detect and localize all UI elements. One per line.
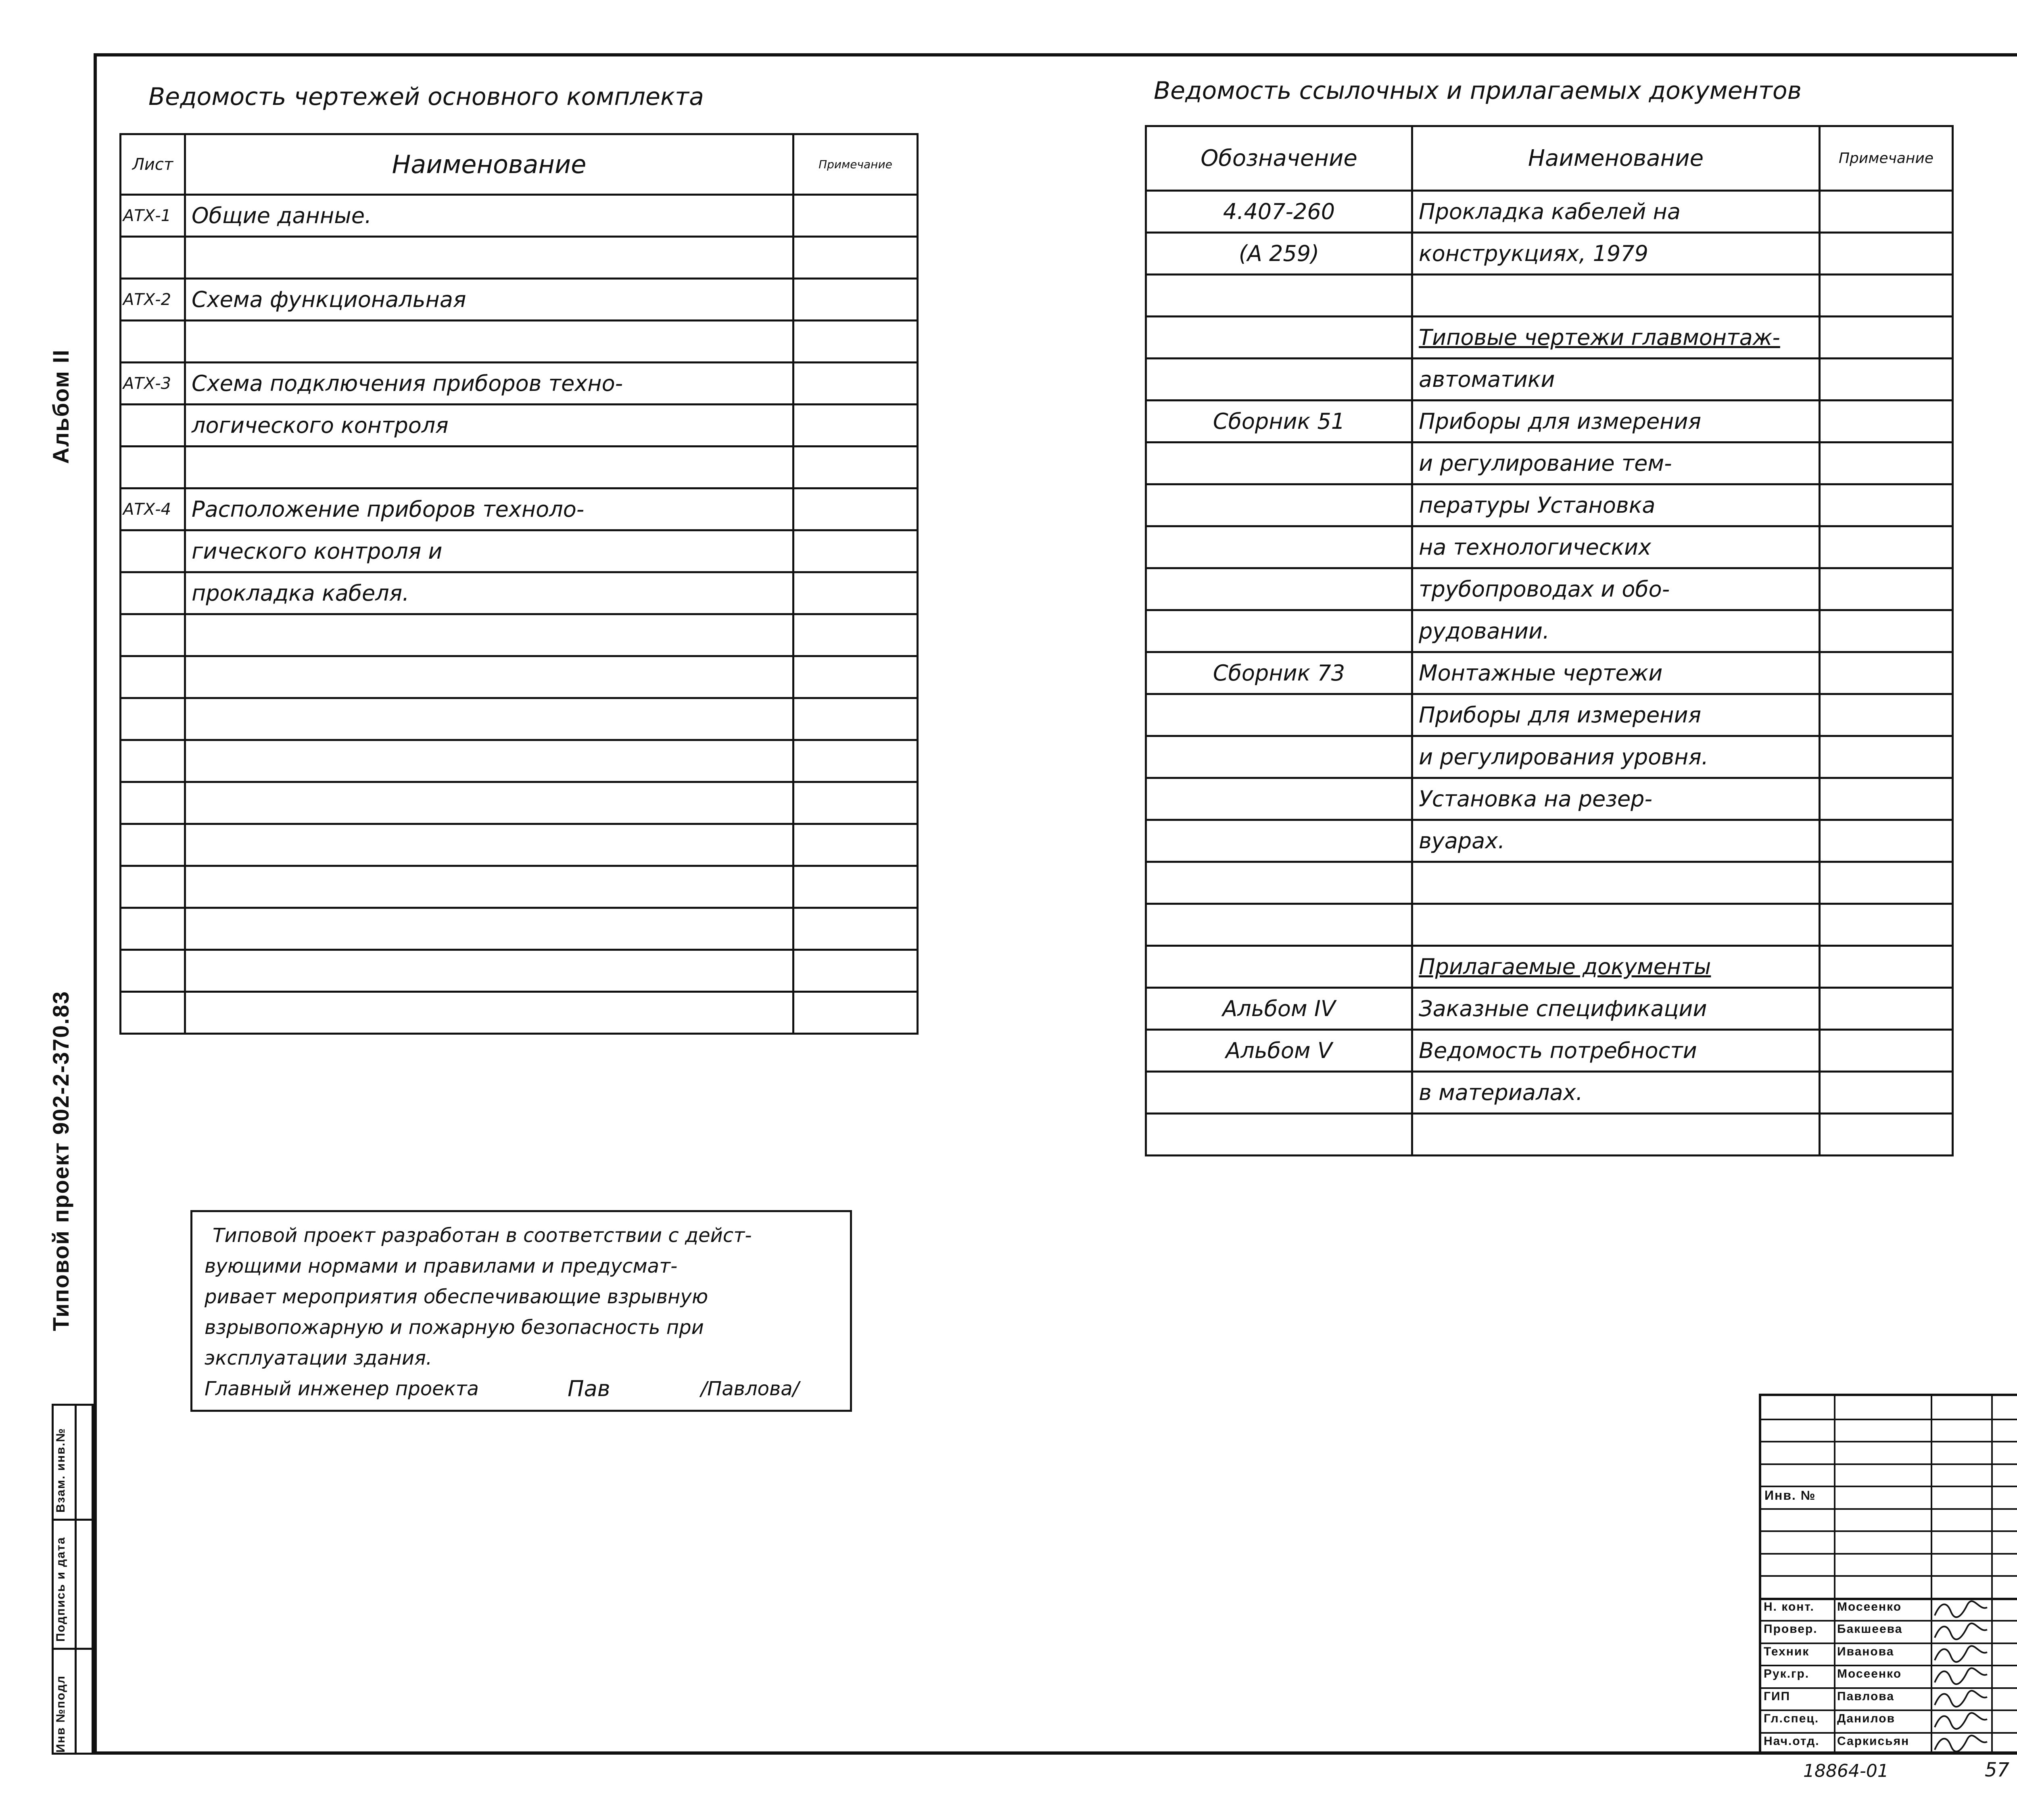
references-row <box>1146 1114 1953 1156</box>
drawings-header-name: Наименование <box>185 134 793 195</box>
title-block <box>1759 1394 2017 1755</box>
drawings-cell-sheet <box>121 321 185 363</box>
references-row <box>1146 652 1953 694</box>
staff-name: Иванова <box>1837 1645 1894 1658</box>
drawings-row <box>121 363 918 405</box>
staff-name: Мосеенко <box>1837 1600 1902 1613</box>
references-cell-name: и регулирования уровня. <box>1412 736 1820 778</box>
references-row <box>1146 862 1953 904</box>
staff-role: Нач.отд. <box>1764 1734 1820 1748</box>
drawings-row <box>121 698 918 740</box>
drawings-cell-name <box>185 237 793 279</box>
references-cell-note <box>1820 568 1953 610</box>
drawings-cell-note <box>793 992 918 1034</box>
references-cell-name: автоматики <box>1412 359 1820 401</box>
references-cell-name: Монтажные чертежи <box>1412 652 1820 694</box>
chief-engineer-name: /Павлова/ <box>701 1378 799 1400</box>
references-cell-note <box>1820 233 1953 275</box>
references-row <box>1146 988 1953 1030</box>
references-cell-name: вуарах. <box>1412 820 1820 862</box>
drawings-cell-sheet <box>121 824 185 866</box>
drawings-cell-note <box>793 195 918 237</box>
drawings-row <box>121 237 918 279</box>
staff-role: Гл.спец. <box>1764 1712 1819 1725</box>
references-cell-designation <box>1146 862 1412 904</box>
references-row <box>1146 1030 1953 1072</box>
compliance-line: вующими нормами и правилами и предусмат- <box>205 1255 678 1277</box>
drawings-cell-sheet <box>121 908 185 950</box>
drawings-cell-sheet <box>121 950 185 992</box>
references-row <box>1146 1072 1953 1114</box>
drawings-cell-note <box>793 698 918 740</box>
stamp-signature-field: Подпись и дата <box>54 1536 67 1642</box>
references-header-name: Наименование <box>1412 126 1820 191</box>
drawings-cell-note <box>793 572 918 614</box>
references-cell-designation <box>1146 778 1412 820</box>
drawings-cell-name <box>185 908 793 950</box>
drawings-header-sheet: Лист <box>121 134 185 195</box>
references-row <box>1146 820 1953 862</box>
references-cell-note <box>1820 1114 1953 1156</box>
references-cell-designation <box>1146 1114 1412 1156</box>
drawings-cell-note <box>793 950 918 992</box>
staff-signature <box>1933 1711 1989 1731</box>
drawings-row <box>121 992 918 1034</box>
drawings-cell-name <box>185 992 793 1034</box>
stamp-inv-field: Инв №подл <box>54 1675 67 1753</box>
staff-role: Н. конт. <box>1764 1600 1814 1613</box>
references-row <box>1146 484 1953 526</box>
drawings-cell-sheet <box>121 530 185 572</box>
references-cell-note <box>1820 191 1953 233</box>
references-cell-designation: Сборник 73 <box>1146 652 1412 694</box>
drawings-table <box>119 133 919 1035</box>
references-cell-name: конструкциях, 1979 <box>1412 233 1820 275</box>
references-cell-name: Приборы для измерения <box>1412 401 1820 442</box>
drawings-row <box>121 195 918 237</box>
drawings-cell-sheet <box>121 866 185 908</box>
references-row <box>1146 778 1953 820</box>
references-row <box>1146 359 1953 401</box>
staff-role: ГИП <box>1764 1689 1791 1703</box>
compliance-line: эксплуатации здания. <box>205 1347 432 1369</box>
references-cell-name: и регулирование тем- <box>1412 442 1820 484</box>
references-row <box>1146 233 1953 275</box>
drawings-cell-name <box>185 656 793 698</box>
references-cell-designation <box>1146 359 1412 401</box>
drawings-cell-name: Схема функциональная <box>185 279 793 321</box>
drawings-row <box>121 656 918 698</box>
drawings-cell-name <box>185 321 793 363</box>
references-cell-note <box>1820 401 1953 442</box>
drawings-cell-note <box>793 782 918 824</box>
staff-name: Саркисьян <box>1837 1734 1910 1748</box>
references-cell-name: Приборы для измерения <box>1412 694 1820 736</box>
drawings-row <box>121 279 918 321</box>
references-cell-designation: Альбом V <box>1146 1030 1412 1072</box>
references-cell-designation: Альбом IV <box>1146 988 1412 1030</box>
drawings-cell-note <box>793 279 918 321</box>
staff-signature <box>1933 1689 1989 1709</box>
references-cell-name: Прокладка кабелей на <box>1412 191 1820 233</box>
references-cell-name: трубопроводах и обо- <box>1412 568 1820 610</box>
drawings-cell-sheet: АТХ-4 <box>121 488 185 530</box>
drawings-cell-sheet <box>121 992 185 1034</box>
drawings-cell-sheet <box>121 656 185 698</box>
references-cell-designation <box>1146 736 1412 778</box>
drawings-row <box>121 447 918 488</box>
staff-name: Бакшеева <box>1837 1622 1903 1636</box>
album-label: Альбом II <box>48 349 73 464</box>
drawings-cell-name: Расположение приборов техноло- <box>185 488 793 530</box>
compliance-box <box>190 1210 852 1412</box>
references-cell-designation: 4.407-260 <box>1146 191 1412 233</box>
references-cell-designation <box>1146 568 1412 610</box>
references-cell-name: пературы Установка <box>1412 484 1820 526</box>
references-cell-name <box>1412 1114 1820 1156</box>
staff-signature <box>1933 1734 1989 1754</box>
drawings-cell-sheet <box>121 572 185 614</box>
references-row <box>1146 191 1953 233</box>
references-cell-name <box>1412 275 1820 317</box>
drawings-cell-name: прокладка кабеля. <box>185 572 793 614</box>
references-cell-designation <box>1146 442 1412 484</box>
drawings-cell-name <box>185 866 793 908</box>
references-cell-designation <box>1146 526 1412 568</box>
project-label: Типовой проект 902-2-370.83 <box>48 991 73 1331</box>
drawings-cell-sheet <box>121 614 185 656</box>
references-cell-name: на технологических <box>1412 526 1820 568</box>
references-header-designation: Обозначение <box>1146 126 1412 191</box>
drawings-cell-note <box>793 824 918 866</box>
references-cell-note <box>1820 694 1953 736</box>
drawings-cell-sheet <box>121 740 185 782</box>
drawings-cell-note <box>793 740 918 782</box>
references-cell-designation <box>1146 610 1412 652</box>
drawings-cell-note <box>793 363 918 405</box>
references-cell-designation <box>1146 317 1412 359</box>
references-cell-name <box>1412 904 1820 946</box>
staff-signature <box>1933 1666 1989 1686</box>
references-cell-designation <box>1146 820 1412 862</box>
staff-signature <box>1933 1644 1989 1664</box>
references-cell-note <box>1820 526 1953 568</box>
references-cell-name: в материалах. <box>1412 1072 1820 1114</box>
references-cell-name: Заказные спецификации <box>1412 988 1820 1030</box>
references-cell-note <box>1820 904 1953 946</box>
drawings-cell-sheet <box>121 782 185 824</box>
references-row <box>1146 442 1953 484</box>
references-cell-note <box>1820 736 1953 778</box>
references-cell-designation <box>1146 1072 1412 1114</box>
drawings-row <box>121 321 918 363</box>
chief-engineer-label: Главный инженер проекта <box>205 1378 479 1400</box>
drawings-cell-note <box>793 447 918 488</box>
drawings-cell-name <box>185 698 793 740</box>
references-cell-note <box>1820 442 1953 484</box>
footer-copy-index: 57 <box>1985 1759 2010 1781</box>
drawings-cell-sheet <box>121 698 185 740</box>
references-cell-note <box>1820 946 1953 988</box>
references-cell-name: Установка на резер- <box>1412 778 1820 820</box>
drawings-header-note: Примечание <box>793 134 918 195</box>
drawings-row <box>121 866 918 908</box>
drawings-cell-name: логического контроля <box>185 405 793 447</box>
references-cell-name <box>1412 862 1820 904</box>
drawings-row <box>121 488 918 530</box>
stamp-replace-field: Взам. инв.№ <box>54 1428 67 1513</box>
compliance-line: взрывопожарную и пожарную безопасность при <box>205 1316 704 1339</box>
staff-name: Мосеенко <box>1837 1667 1902 1680</box>
drawings-row <box>121 950 918 992</box>
staff-name: Данилов <box>1837 1712 1896 1725</box>
drawings-row <box>121 908 918 950</box>
references-cell-note <box>1820 275 1953 317</box>
references-cell-note <box>1820 359 1953 401</box>
references-cell-note <box>1820 610 1953 652</box>
drawings-cell-note <box>793 908 918 950</box>
drawings-cell-note <box>793 488 918 530</box>
references-row <box>1146 401 1953 442</box>
drawings-cell-note <box>793 405 918 447</box>
references-row <box>1146 610 1953 652</box>
references-cell-designation <box>1146 946 1412 988</box>
drawings-cell-name: Схема подключения приборов техно- <box>185 363 793 405</box>
references-cell-note <box>1820 778 1953 820</box>
references-row <box>1146 275 1953 317</box>
drawings-cell-name <box>185 782 793 824</box>
drawings-cell-sheet: АТХ-2 <box>121 279 185 321</box>
references-cell-designation <box>1146 904 1412 946</box>
references-cell-name: Ведомость потребности <box>1412 1030 1820 1072</box>
drawings-cell-note <box>793 614 918 656</box>
drawings-cell-note <box>793 237 918 279</box>
drawings-cell-sheet <box>121 447 185 488</box>
chief-engineer-signature: Пав <box>568 1376 610 1401</box>
references-cell-name: рудовании. <box>1412 610 1820 652</box>
staff-signature <box>1933 1599 1989 1620</box>
drawings-cell-name <box>185 950 793 992</box>
references-title: Ведомость ссылочных и прилагаемых документов <box>1154 77 1802 105</box>
compliance-line: Типовой проект разработан в соответствии с дейст- <box>213 1224 752 1247</box>
drawings-cell-note <box>793 530 918 572</box>
references-cell-note <box>1820 317 1953 359</box>
references-cell-designation <box>1146 275 1412 317</box>
references-row <box>1146 736 1953 778</box>
drawings-cell-sheet: АТХ-1 <box>121 195 185 237</box>
drawings-row <box>121 782 918 824</box>
drawings-cell-name <box>185 447 793 488</box>
references-header-note: Примечание <box>1820 126 1953 191</box>
inv-no-label: Инв. № <box>1764 1488 1816 1503</box>
references-cell-designation: (А 259) <box>1146 233 1412 275</box>
references-row <box>1146 694 1953 736</box>
drawings-cell-name: Общие данные. <box>185 195 793 237</box>
references-row <box>1146 568 1953 610</box>
staff-signature <box>1933 1622 1989 1642</box>
references-row <box>1146 526 1953 568</box>
compliance-line: ривает мероприятия обеспечивающие взрывную <box>205 1286 708 1308</box>
references-cell-name: Типовые чертежи главмонтаж- <box>1412 317 1820 359</box>
references-cell-note <box>1820 484 1953 526</box>
drawings-cell-name <box>185 740 793 782</box>
drawings-cell-sheet <box>121 405 185 447</box>
references-cell-note <box>1820 1072 1953 1114</box>
references-row <box>1146 904 1953 946</box>
staff-role: Техник <box>1764 1645 1810 1658</box>
drawings-row <box>121 614 918 656</box>
drawings-cell-name <box>185 824 793 866</box>
drawings-cell-name <box>185 614 793 656</box>
drawings-row <box>121 740 918 782</box>
references-cell-note <box>1820 1030 1953 1072</box>
drawings-row <box>121 405 918 447</box>
drawings-cell-sheet <box>121 237 185 279</box>
drawings-cell-sheet: АТХ-3 <box>121 363 185 405</box>
references-cell-note <box>1820 820 1953 862</box>
drawings-row <box>121 530 918 572</box>
references-cell-designation: Сборник 51 <box>1146 401 1412 442</box>
references-table <box>1145 125 1954 1156</box>
references-row <box>1146 317 1953 359</box>
references-cell-designation <box>1146 484 1412 526</box>
references-cell-note <box>1820 862 1953 904</box>
drawings-cell-note <box>793 321 918 363</box>
staff-name: Павлова <box>1837 1689 1895 1703</box>
drawings-cell-note <box>793 866 918 908</box>
drawings-row <box>121 572 918 614</box>
references-cell-note <box>1820 988 1953 1030</box>
drawings-row <box>121 824 918 866</box>
references-cell-designation <box>1146 694 1412 736</box>
staff-role: Рук.гр. <box>1764 1667 1810 1680</box>
references-cell-note <box>1820 652 1953 694</box>
drawings-cell-name: гического контроля и <box>185 530 793 572</box>
footer-number: 18864-01 <box>1803 1761 1889 1781</box>
drawings-title: Ведомость чертежей основного комплекта <box>148 83 704 111</box>
drawings-cell-note <box>793 656 918 698</box>
staff-role: Провер. <box>1764 1622 1818 1636</box>
references-cell-name: Прилагаемые документы <box>1412 946 1820 988</box>
references-row <box>1146 946 1953 988</box>
